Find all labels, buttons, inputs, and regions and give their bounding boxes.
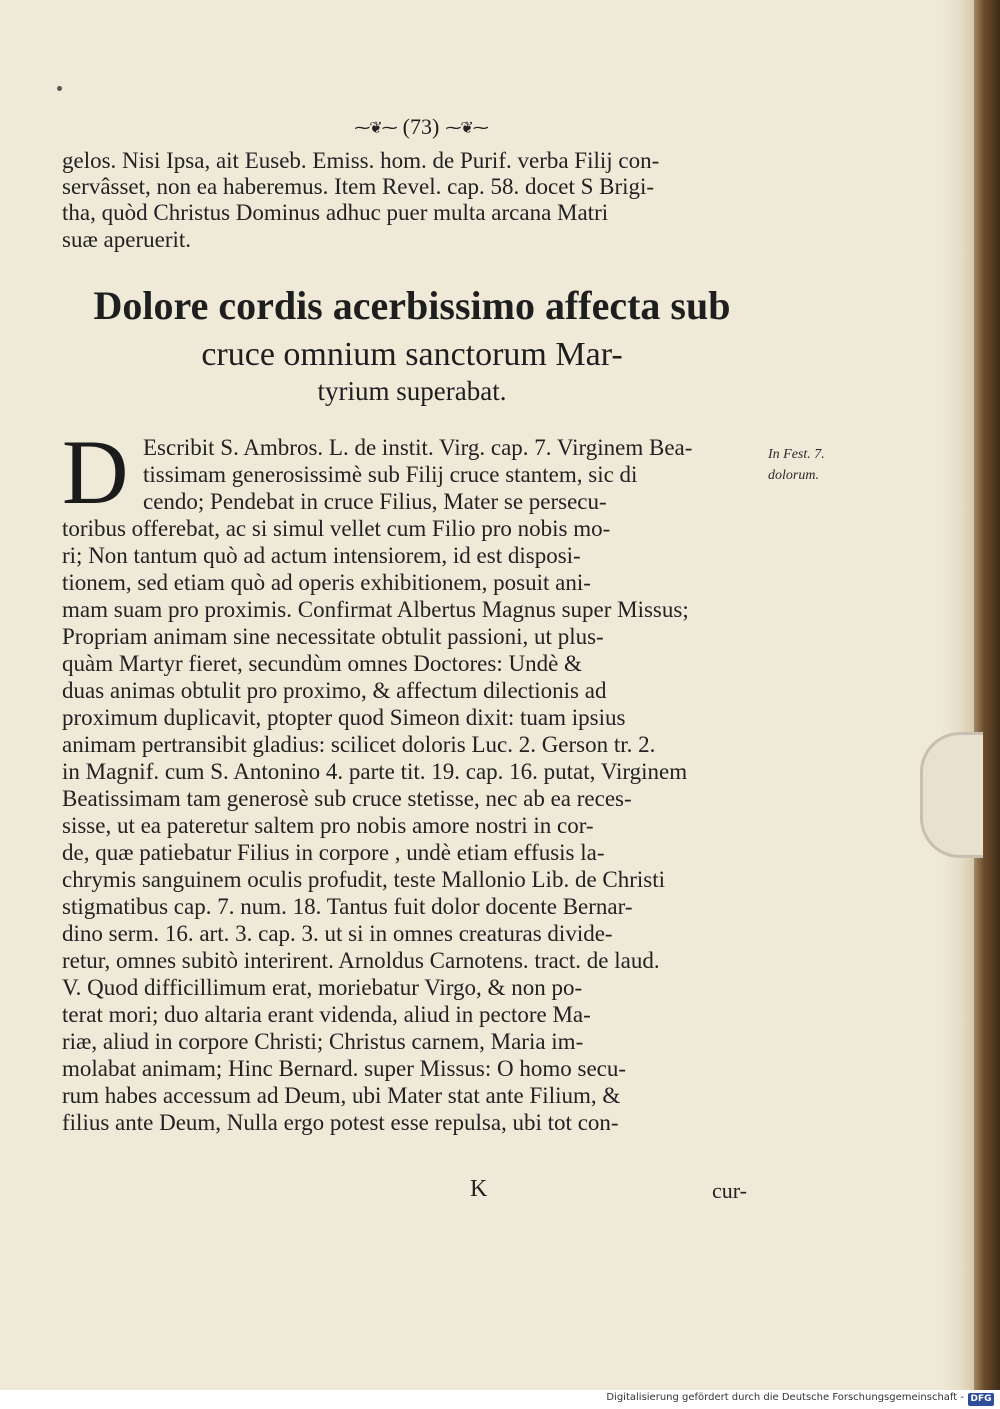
margin-note-line: In Fest. 7. [768, 447, 825, 462]
text-line: suæ aperuerit. [62, 227, 192, 252]
text-line: rum habes accessum ad Deum, ubi Mater stat ante Filium, & [62, 1083, 621, 1108]
page-number: (73) [402, 114, 440, 139]
text-line: quàm Martyr fieret, secundùm omnes Doctores: Undè & [62, 651, 582, 676]
text-line: cendo; Pendebat in cruce Filius, Mater se persecu- [143, 489, 607, 514]
text-line: tionem, sed etiam quò ad operis exhibitionem, posuit ani- [62, 570, 591, 595]
text-line: tha, quòd Christus Dominus adhuc puer multa arcana Matri [62, 200, 609, 225]
section-title-line: cruce omnium sanctorum Mar- [201, 336, 623, 373]
catchword: cur- [712, 1178, 747, 1203]
text-line: chrymis sanguinem oculis profudit, teste Mallonio Lib. de Christi [62, 867, 666, 892]
text-line: sisse, ut ea pateretur saltem pro nobis amore nostri in cor- [62, 813, 594, 838]
text-line: mam suam pro proximis. Confirmat Albertus Magnus super Missus; [62, 597, 689, 622]
section-title-line: tyrium superabat. [317, 376, 507, 406]
text-line: molabat animam; Hinc Bernard. super Missus: O homo secu- [62, 1056, 627, 1081]
signature-mark: K [470, 1176, 488, 1202]
text-line: Escribit S. Ambros. L. de instit. Virg. cap. 7. Virginem Bea- [143, 435, 693, 460]
ornament-right-icon: ⁓❦⁓ [445, 117, 488, 137]
text-line: retur, omnes subitò interirent. Arnoldus Carnotens. tract. de laud. [62, 948, 660, 973]
text-line: Propriam animam sine necessitate obtulit passioni, ut plus- [62, 624, 604, 649]
text-line: toribus offerebat, ac si simul vellet cum Filio pro nobis mo- [62, 516, 611, 541]
dfg-logo-icon: DFG [968, 1393, 994, 1406]
ink-spot [57, 86, 62, 91]
page-clip [920, 732, 983, 858]
text-line: terat mori; duo altaria erant videnda, aliud in pectore Ma- [62, 1002, 591, 1027]
section-title-line: Dolore cordis acerbissimo affecta sub [93, 283, 731, 328]
text-line: de, quæ patiebatur Filius in corpore , undè etiam effusis la- [62, 840, 605, 865]
text-line: stigmatibus cap. 7. num. 18. Tantus fuit dolor docente Bernar- [62, 894, 633, 919]
ornament-left-icon: ⁓❦⁓ [354, 117, 397, 137]
text-line: gelos. Nisi Ipsa, ait Euseb. Emiss. hom. de Purif. verba Filij con- [62, 148, 660, 173]
next-leaf-edge [942, 0, 974, 1390]
text-line: in Magnif. cum S. Antonino 4. parte tit. 19. cap. 16. putat, Virginem [62, 759, 688, 784]
margin-note-line: dolorum. [768, 468, 819, 483]
book-cover-edge [974, 0, 1000, 1390]
text-line: filius ante Deum, Nulla ergo potest esse repulsa, ubi tot con- [62, 1110, 619, 1135]
text-line: proximum duplicavit, ptopter quod Simeon dixit: tuam ipsius [62, 705, 626, 730]
text-line: V. Quod difficillimum erat, moriebatur Virgo, & non po- [62, 975, 583, 1000]
footer-bar [0, 1390, 1000, 1409]
text-line: animam pertransibit gladius: scilicet doloris Luc. 2. Gerson tr. 2. [62, 732, 656, 757]
text-line: ri; Non tantum quò ad actum intensiorem, id est disposi- [62, 543, 581, 568]
text-line: tissimam generosissimè sub Filij cruce stantem, sic di [143, 462, 638, 487]
drop-cap: D [62, 421, 129, 523]
text-line: servâsset, non ea haberemus. Item Revel. cap. 58. docet S Brigi- [62, 174, 655, 199]
text-line: riæ, aliud in corpore Christi; Christus carnem, Maria im- [62, 1029, 584, 1054]
text-line: dino serm. 16. art. 3. cap. 3. ut si in omnes creaturas divide- [62, 921, 613, 946]
text-line: Beatissimam tam generosè sub cruce stetisse, nec ab ea reces- [62, 786, 632, 811]
funding-credit: Digitalisierung gefördert durch die Deutsche Forschungsgemeinschaft - [606, 1392, 964, 1403]
page-header [316, 110, 526, 144]
text-line: duas animas obtulit pro proximo, & affectum dilectionis ad [62, 678, 607, 703]
